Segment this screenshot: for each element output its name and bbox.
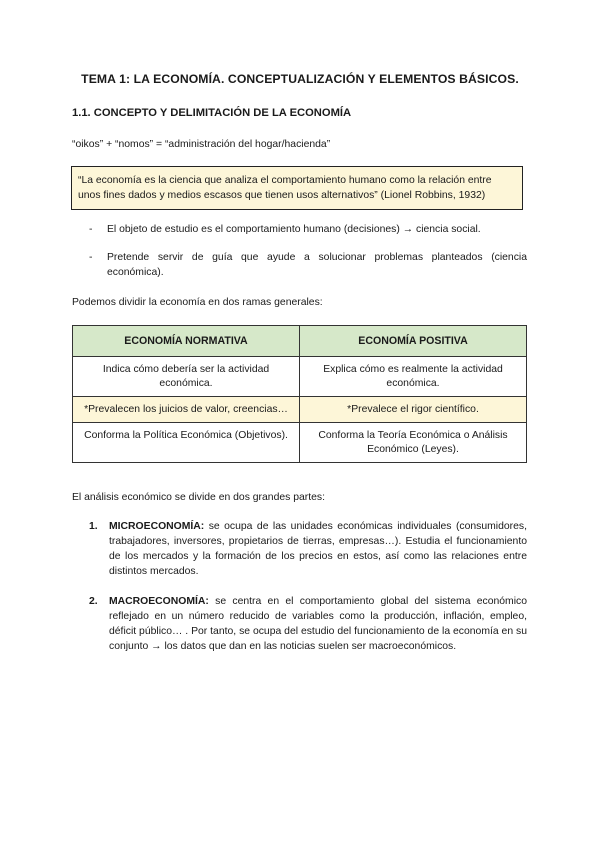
header-normativa: ECONOMÍA NORMATIVA	[73, 326, 300, 357]
list-number: 2.	[89, 596, 98, 607]
table-row	[73, 397, 527, 423]
etymology-line: “oikos” + “nomos” = “administración del hogar/hacienda”	[72, 139, 331, 150]
term-macroeconomia: MACROECONOMÍA:	[109, 596, 209, 607]
table-cell: Conforma la Teoría Económica o Análisis Económico (Leyes).	[300, 423, 527, 463]
parts-intro: El análisis económico se divide en dos grandes partes:	[72, 492, 325, 503]
table-cell: *Prevalece el rigor científico.	[300, 397, 527, 423]
list-item	[89, 519, 527, 579]
bullet-dash: -	[89, 252, 93, 263]
bullet-dash: -	[89, 224, 93, 235]
branches-intro: Podemos dividir la economía en dos ramas generales:	[72, 297, 323, 308]
table-cell: Indica cómo debería ser la actividad económica.	[73, 357, 300, 397]
bullet-text: Pretende servir de guía que ayude a solucionar problemas planteados (ciencia económica).	[107, 252, 527, 278]
section-heading: 1.1. CONCEPTO Y DELIMITACIÓN DE LA ECONOMÍA	[72, 107, 352, 119]
table-cell: Explica cómo es realmente la actividad económica.	[300, 357, 527, 397]
bullet-text: El objeto de estudio es el comportamiento humano (decisiones) → ciencia social.	[107, 224, 481, 235]
term-description: se ocupa de las unidades económicas individuales (consumidores, trabajadores, inversores, propietarios de tierras, empresas…). Estudia el funcionamiento de los mercados y la formación de los precios en estos, así como las relaciones entre distintos mercados.	[109, 521, 527, 577]
bullet-item	[89, 250, 527, 280]
table-row	[73, 423, 527, 463]
table-header-row	[73, 326, 527, 357]
term-description: se centra en el comportamiento global del sistema económico reflejado en un número reducido de variables como la producción, inflación, empleo, déficit público… . Por tanto, se ocupa del estudio del funcionamiento de la economía en su conjunto → los datos que dan en las noticias suelen ser macroeconómicos.	[109, 596, 527, 652]
table-cell: *Prevalecen los juicios de valor, creencias…	[73, 397, 300, 423]
list-item	[89, 594, 527, 654]
list-number: 1.	[89, 521, 98, 532]
parts-list	[89, 519, 527, 669]
term-microeconomia: MICROECONOMÍA:	[109, 521, 205, 532]
document-title: TEMA 1: LA ECONOMÍA. CONCEPTUALIZACIÓN Y ELEMENTOS BÁSICOS.	[81, 72, 519, 86]
bullet-item	[89, 222, 527, 237]
branches-table	[72, 325, 527, 463]
header-positiva: ECONOMÍA POSITIVA	[300, 326, 527, 357]
bullet-list	[89, 222, 527, 293]
table-row	[73, 357, 527, 397]
definition-quote-box: “La economía es la ciencia que analiza el comportamiento humano como la relación entre unos fines dados y medios escasos que tienen usos alternativos” (Lionel Robbins, 1932)	[71, 166, 523, 210]
table-cell: Conforma la Política Económica (Objetivos).	[73, 423, 300, 463]
